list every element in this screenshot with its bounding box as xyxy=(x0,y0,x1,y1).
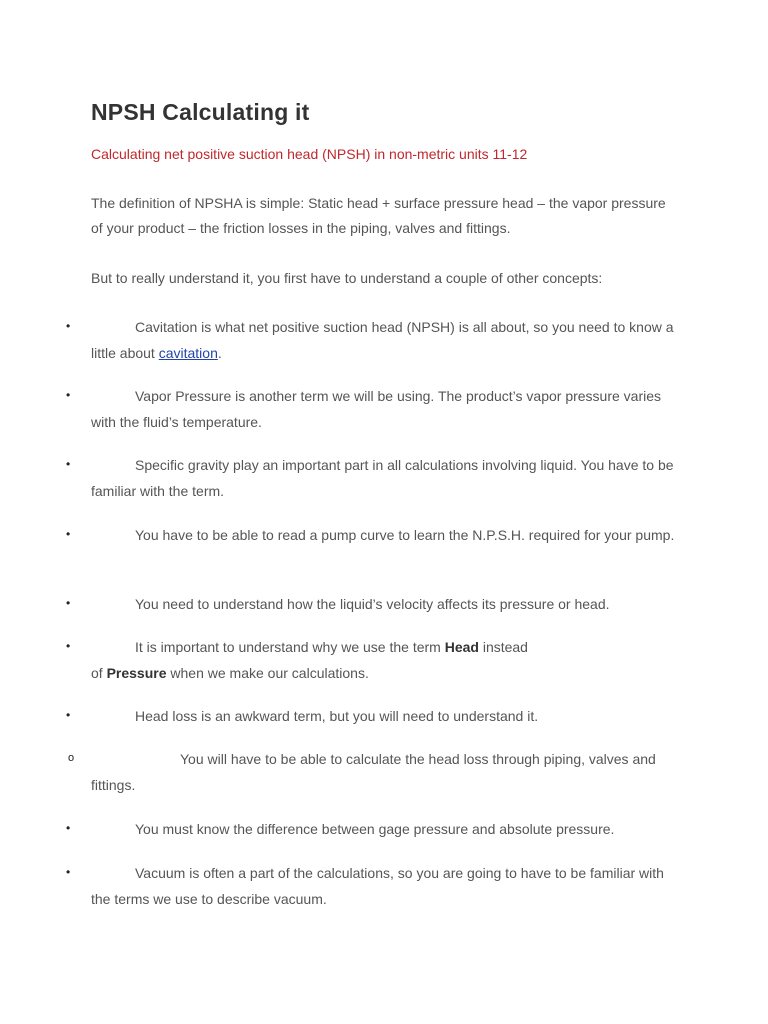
head-term: Head xyxy=(444,639,479,655)
list-item-text xyxy=(91,522,681,548)
vapor-pressure-text: Vapor Pressure is another term we will be using. The product’s vapor pressure varies with the fluid’s temperature. xyxy=(91,388,662,430)
cavitation-link[interactable]: cavitation xyxy=(158,345,218,361)
bullet-marker: • xyxy=(66,639,71,653)
list-item-text xyxy=(91,703,681,729)
list-item-text xyxy=(91,746,681,798)
head-loss-text: Head loss is an awkward term, but you will need to understand it. xyxy=(135,708,539,724)
cavitation-text: Cavitation is what net positive suction head (NPSH) is all about, so you need to know a little about xyxy=(91,319,674,361)
bullet-marker: • xyxy=(66,319,71,333)
bullet-marker: • xyxy=(66,388,71,402)
page-subtitle: Calculating net positive suction head (NPSH) in non-metric units 11-12 xyxy=(91,146,528,162)
intro-paragraph: The definition of NPSHA is simple: Static head + surface pressure head – the vapor pressure of your product – the friction losses in the piping, valves and fittings. xyxy=(91,195,666,236)
list-item-text xyxy=(91,383,681,435)
velocity-text: You need to understand how the liquid’s velocity affects its pressure or head. xyxy=(135,596,610,612)
pressure-term: Pressure xyxy=(106,665,167,681)
instead-text: instead xyxy=(478,639,528,655)
page-title: NPSH Calculating it xyxy=(91,99,310,125)
list-item-text xyxy=(91,591,681,617)
bullet-marker: • xyxy=(66,457,71,471)
of-text: of xyxy=(91,665,107,681)
bullet-marker: • xyxy=(66,527,71,541)
specific-gravity-text: Specific gravity play an important part in all calculations involving liquid. You have to be familiar with the term. xyxy=(91,457,674,499)
lead-paragraph: But to really understand it, you first have to understand a couple of other concepts: xyxy=(91,270,603,286)
gage-absolute-text: You must know the difference between gage pressure and absolute pressure. xyxy=(135,821,615,837)
cavitation-period: . xyxy=(217,345,222,361)
list-item-text xyxy=(91,634,681,686)
list-item-text xyxy=(91,314,681,366)
head-loss-sub-text: You will have to be able to calculate the head loss through piping, valves and fittings. xyxy=(91,751,656,793)
list-item-text xyxy=(91,816,681,842)
list-item-text xyxy=(91,860,681,912)
bullet-marker: • xyxy=(66,596,71,610)
calculations-text: when we make our calculations. xyxy=(166,665,369,681)
bullet-marker: • xyxy=(66,708,71,722)
bullet-marker: • xyxy=(66,821,71,835)
bullet-marker: • xyxy=(66,865,71,879)
head-vs-pressure-text: It is important to understand why we use the term xyxy=(135,639,445,655)
sub-bullet-marker: o xyxy=(68,752,75,764)
pump-curve-text: You have to be able to read a pump curve to learn the N.P.S.H. required for your pump. xyxy=(135,527,675,543)
list-item-text xyxy=(91,452,681,504)
vacuum-text: Vacuum is often a part of the calculations, so you are going to have to be familiar with the terms we use to describe vacuum. xyxy=(91,865,664,907)
